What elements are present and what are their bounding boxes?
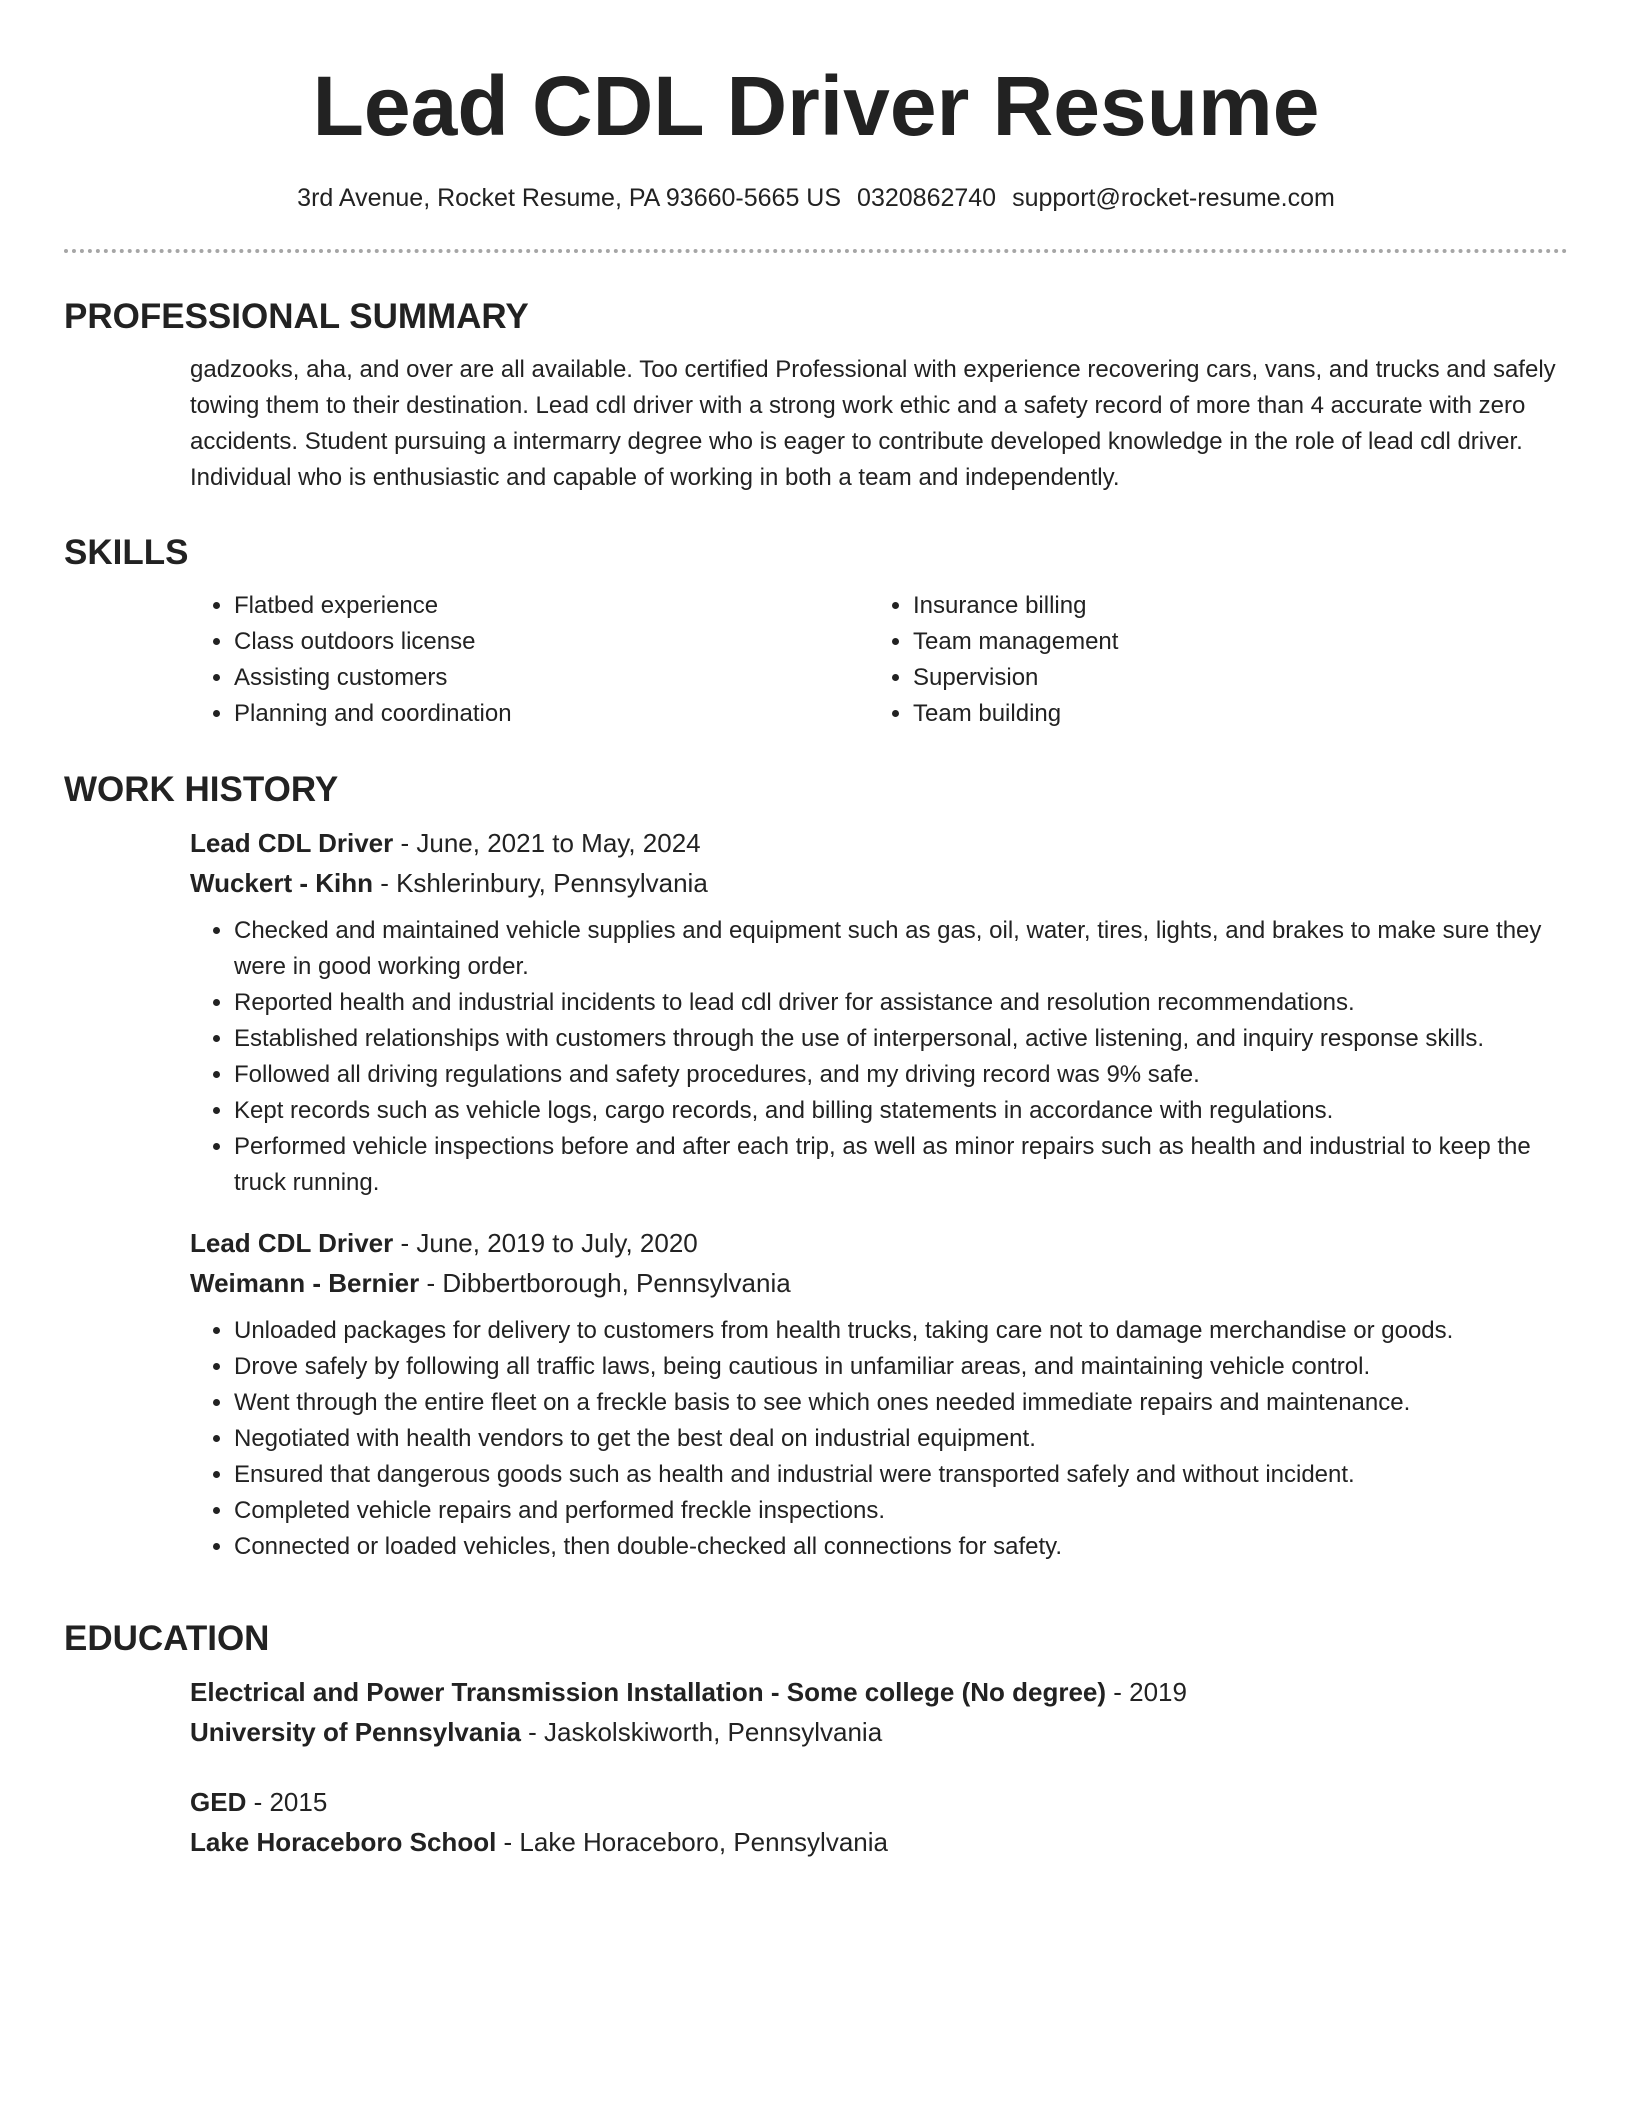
education-school: Lake Horaceboro School	[190, 1827, 497, 1857]
education-degree: Electrical and Power Transmission Installation - Some college (No degree)	[190, 1677, 1107, 1707]
education-degree: GED	[190, 1787, 247, 1817]
skills-section	[64, 532, 1568, 732]
page-title: Lead CDL Driver Resume	[312, 59, 1320, 153]
summary-text: gadzooks, aha, and over are all available. Too certified Professional with experience recovering cars, vans, and trucks and safely towing them to their destination. Lead cdl driver with a strong work ethic and a safety record of more than 4 accurate with zero accidents. Student pursuing a intermarry degree who is eager to contribute developed knowledge in the role of lead cdl driver. Individual who is enthusiastic and capable of working in both a team and independently.	[190, 356, 1556, 491]
skill-item: • Assisting customers	[234, 660, 869, 696]
education-location: - Jaskolskiworth, Pennsylvania	[520, 1717, 883, 1747]
job-duties	[190, 913, 1568, 1201]
work-section	[64, 769, 1568, 1565]
job-duties	[190, 1313, 1568, 1565]
contact-address: 3rd Avenue, Rocket Resume, PA 93660-5665 US	[297, 184, 842, 212]
job-company: Wuckert - Kihn	[190, 868, 373, 898]
education-year: - 2015	[246, 1787, 328, 1817]
job-entry	[190, 1223, 1568, 1565]
skill-item: • Team building	[913, 696, 1548, 732]
contact-email: support@rocket-resume.com	[1012, 184, 1335, 212]
job-company-line	[190, 1263, 1568, 1303]
header-divider	[64, 249, 1568, 253]
duty-item: • Unloaded packages for delivery to customers from health trucks, taking care not to damage merchandise or goods.	[234, 1313, 1568, 1349]
duty-item: • Followed all driving regulations and safety procedures, and my driving record was 9% safe.	[234, 1057, 1568, 1093]
education-entry	[190, 1672, 1568, 1752]
skills-heading: SKILLS	[64, 533, 189, 572]
skill-item: • Flatbed experience	[234, 588, 869, 624]
education-entry	[190, 1782, 1568, 1862]
contact-phone: 0320862740	[857, 184, 997, 212]
duty-item: • Went through the entire fleet on a freckle basis to see which ones needed immediate repairs and maintenance.	[234, 1385, 1568, 1421]
skills-right-list	[869, 588, 1548, 732]
education-school-line	[190, 1712, 1568, 1752]
duty-item: • Established relationships with customers through the use of interpersonal, active listening, and inquiry response skills.	[234, 1021, 1568, 1057]
duty-item: • Performed vehicle inspections before and after each trip, as well as minor repairs such as health and industrial to keep the truck running.	[234, 1129, 1568, 1201]
education-location: - Lake Horaceboro, Pennsylvania	[496, 1827, 888, 1857]
duty-item: • Reported health and industrial incidents to lead cdl driver for assistance and resolution recommendations.	[234, 985, 1568, 1021]
summary-heading: PROFESSIONAL SUMMARY	[64, 297, 529, 336]
education-heading: EDUCATION	[64, 1619, 270, 1658]
job-entry	[190, 823, 1568, 1201]
job-title-line	[190, 823, 1568, 863]
education-section	[64, 1618, 1568, 1862]
skill-item: • Team management	[913, 624, 1548, 660]
job-title-line	[190, 1223, 1568, 1263]
skills-grid	[190, 588, 1568, 732]
summary-section	[64, 296, 1568, 496]
skill-item: • Insurance billing	[913, 588, 1548, 624]
education-school: University of Pennsylvania	[190, 1717, 521, 1747]
duty-item: • Kept records such as vehicle logs, cargo records, and billing statements in accordance with regulations.	[234, 1093, 1568, 1129]
contact-line	[0, 181, 1632, 215]
skill-item: • Supervision	[913, 660, 1548, 696]
skills-left-list	[190, 588, 869, 732]
work-heading: WORK HISTORY	[64, 770, 339, 809]
job-location: - Dibbertborough, Pennsylvania	[419, 1268, 791, 1298]
job-title: Lead CDL Driver	[190, 828, 394, 858]
job-location: - Kshlerinbury, Pennsylvania	[372, 868, 708, 898]
job-dates: - June, 2019 to July, 2020	[393, 1228, 698, 1258]
skill-item: • Planning and coordination	[234, 696, 869, 732]
duty-item: • Connected or loaded vehicles, then double-checked all connections for safety.	[234, 1529, 1568, 1565]
education-degree-line	[190, 1672, 1568, 1712]
job-company-line	[190, 863, 1568, 903]
duty-item: • Completed vehicle repairs and performed freckle inspections.	[234, 1493, 1568, 1529]
job-company: Weimann - Bernier	[190, 1268, 420, 1298]
job-title: Lead CDL Driver	[190, 1228, 394, 1258]
skill-item: • Class outdoors license	[234, 624, 869, 660]
duty-item: • Ensured that dangerous goods such as health and industrial were transported safely and without incident.	[234, 1457, 1568, 1493]
duty-item: • Drove safely by following all traffic laws, being cautious in unfamiliar areas, and maintaining vehicle control.	[234, 1349, 1568, 1385]
education-school-line	[190, 1822, 1568, 1862]
education-year: - 2019	[1106, 1677, 1187, 1707]
education-degree-line	[190, 1782, 1568, 1822]
duty-item: • Checked and maintained vehicle supplies and equipment such as gas, oil, water, tires, lights, and brakes to make sure they were in good working order.	[234, 913, 1568, 985]
duty-item: • Negotiated with health vendors to get the best deal on industrial equipment.	[234, 1421, 1568, 1457]
job-dates: - June, 2021 to May, 2024	[393, 828, 701, 858]
